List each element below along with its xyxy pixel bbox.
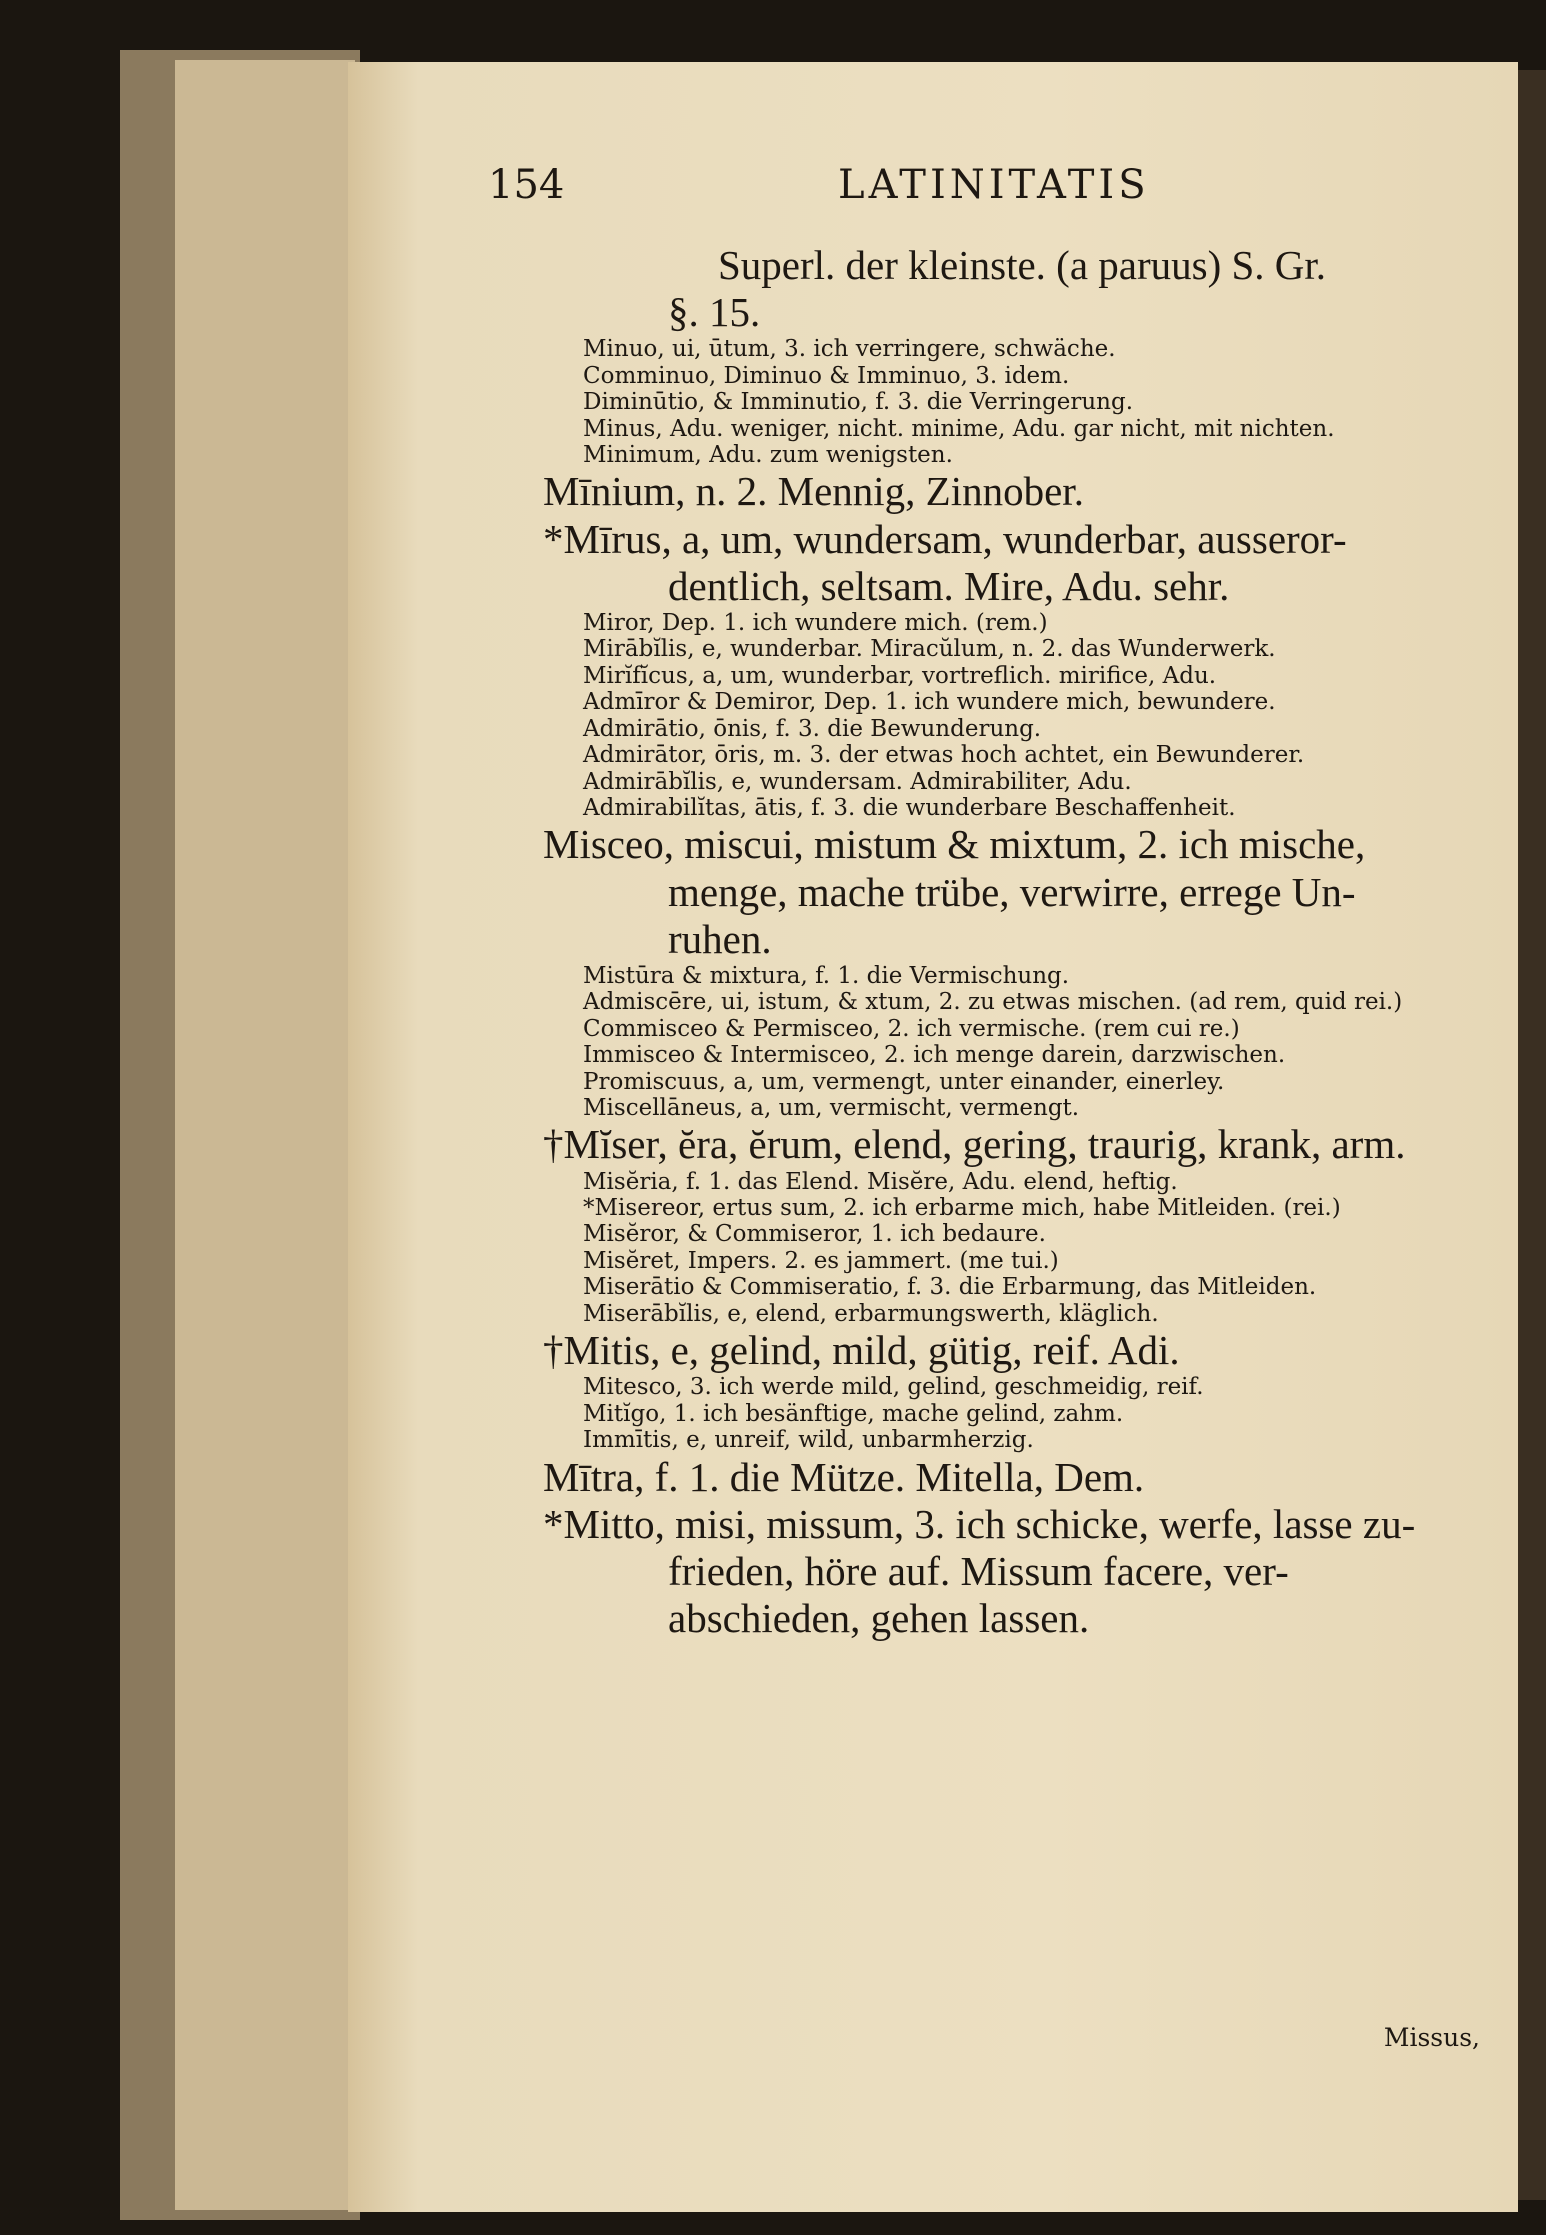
entry-line: Minimum, Adu. zum wenigsten. [583,442,953,469]
entry-line: *Misereor, ertus sum, 2. ich erbarme mich, habe Mitleiden. (rei.) [583,1195,1341,1222]
catchword: Missus, [1383,2023,1480,2052]
entry-line: Miserātio & Commiseratio, f. 3. die Erbarmung, das Mitleiden. [583,1274,1317,1301]
entry-line: Misĕria, f. 1. das Elend. Misĕre, Adu. elend, heftig. [583,1168,1178,1195]
entry-line: Promiscuus, a, um, vermengt, unter einander, einerley. [583,1068,1225,1095]
entry-line: Admirātio, ōnis, f. 3. die Bewunderung. [583,715,1042,742]
entry-line: Miror, Dep. 1. ich wundere mich. (rem.) [583,609,1048,636]
entry-line: Minus, Adu. weniger, nicht. minime, Adu. gar nicht, mit nichten. [583,415,1335,442]
entry-line: Immītis, e, unreif, wild, unbarmherzig. [583,1427,1034,1454]
entry-line: †Mitis, e, gelind, mild, gütig, reif. Adi. [543,1327,1180,1374]
entry-line: Mītra, f. 1. die Mütze. Mitella, Dem. [543,1453,1145,1500]
entry-line: Diminūtio, & Imminutio, f. 3. die Verringerung. [583,389,1134,416]
entry-line: frieden, höre auf. Missum facere, ver- [668,1547,1289,1594]
entry-line: Admīror & Demiror, Dep. 1. ich wundere mich, bewundere. [583,689,1276,716]
entry-line: †Mĭser, ĕra, ĕrum, elend, gering, traurig, krank, arm. [543,1121,1406,1168]
running-head: LATINITATIS [838,162,1150,208]
entry-line: Misĕret, Impers. 2. es jammert. (me tui.) [583,1247,1059,1274]
entry-line: dentlich, seltsam. Mire, Adu. sehr. [668,562,1230,609]
entry-line: Miscellāneus, a, um, vermischt, vermengt. [583,1095,1080,1121]
entry-line: *Mīrus, a, um, wundersam, wunderbar, ausseror- [543,515,1347,562]
book-page [348,62,1518,2212]
entry-line: *Mitto, misi, missum, 3. ich schicke, werfe, lasse zu- [543,1500,1416,1547]
entry-line: ruhen. [668,915,772,962]
entry-line: Miserābĭlis, e, elend, erbarmungswerth, kläglich. [583,1300,1159,1327]
page-header [348,162,1518,222]
entry-line: Superl. der kleinste. (a paruus) S. Gr. [718,242,1327,288]
entry-line: Commisceo & Permisceo, 2. ich vermische. (rem cui re.) [583,1015,1240,1042]
entry-line: menge, mache trübe, verwirre, errege Un- [668,868,1356,915]
entry-line: Mistūra & mixtura, f. 1. die Vermischung. [583,962,1070,989]
entry-line: Mitĭgo, 1. ich besänftige, mache gelind, zahm. [583,1400,1124,1427]
page-number: 154 [488,162,565,208]
entry-line: Misĕror, & Commiseror, 1. ich bedaure. [583,1221,1046,1248]
entry-line: Mitesco, 3. ich werde mild, gelind, geschmeidig, reif. [583,1374,1204,1401]
entry-line: Admirabilĭtas, ātis, f. 3. die wunderbare Beschaffenheit. [583,794,1236,821]
entry-line: Mīnium, n. 2. Mennig, Zinnober. [543,468,1084,515]
entry-line: Admirābĭlis, e, wundersam. Admirabiliter, Adu. [583,768,1132,795]
entry-line: abschieden, gehen lassen. [668,1595,1090,1642]
dictionary-entries [543,242,1493,1642]
entry-line: Admiscēre, ui, istum, & xtum, 2. zu etwas mischen. (ad rem, quid rei.) [583,989,1403,1016]
entry-line: Misceo, miscui, mistum & mixtum, 2. ich mische, [543,821,1366,868]
entry-line: Admirātor, ōris, m. 3. der etwas hoch achtet, ein Bewunderer. [583,742,1305,769]
entry-line: Comminuo, Diminuo & Imminuo, 3. idem. [583,362,1070,389]
entry-line: Immisceo & Intermisceo, 2. ich menge darein, darzwischen. [583,1042,1286,1069]
entry-line: §. 15. [668,289,761,336]
entry-line: Mirĭfĭcus, a, um, wunderbar, vortreflich. mirifice, Adu. [583,662,1217,689]
entry-line: Mirābĭlis, e, wunderbar. Miracŭlum, n. 2. das Wunderwerk. [583,636,1276,663]
entry-line: Minuo, ui, ūtum, 3. ich verringere, schwäche. [583,336,1116,363]
